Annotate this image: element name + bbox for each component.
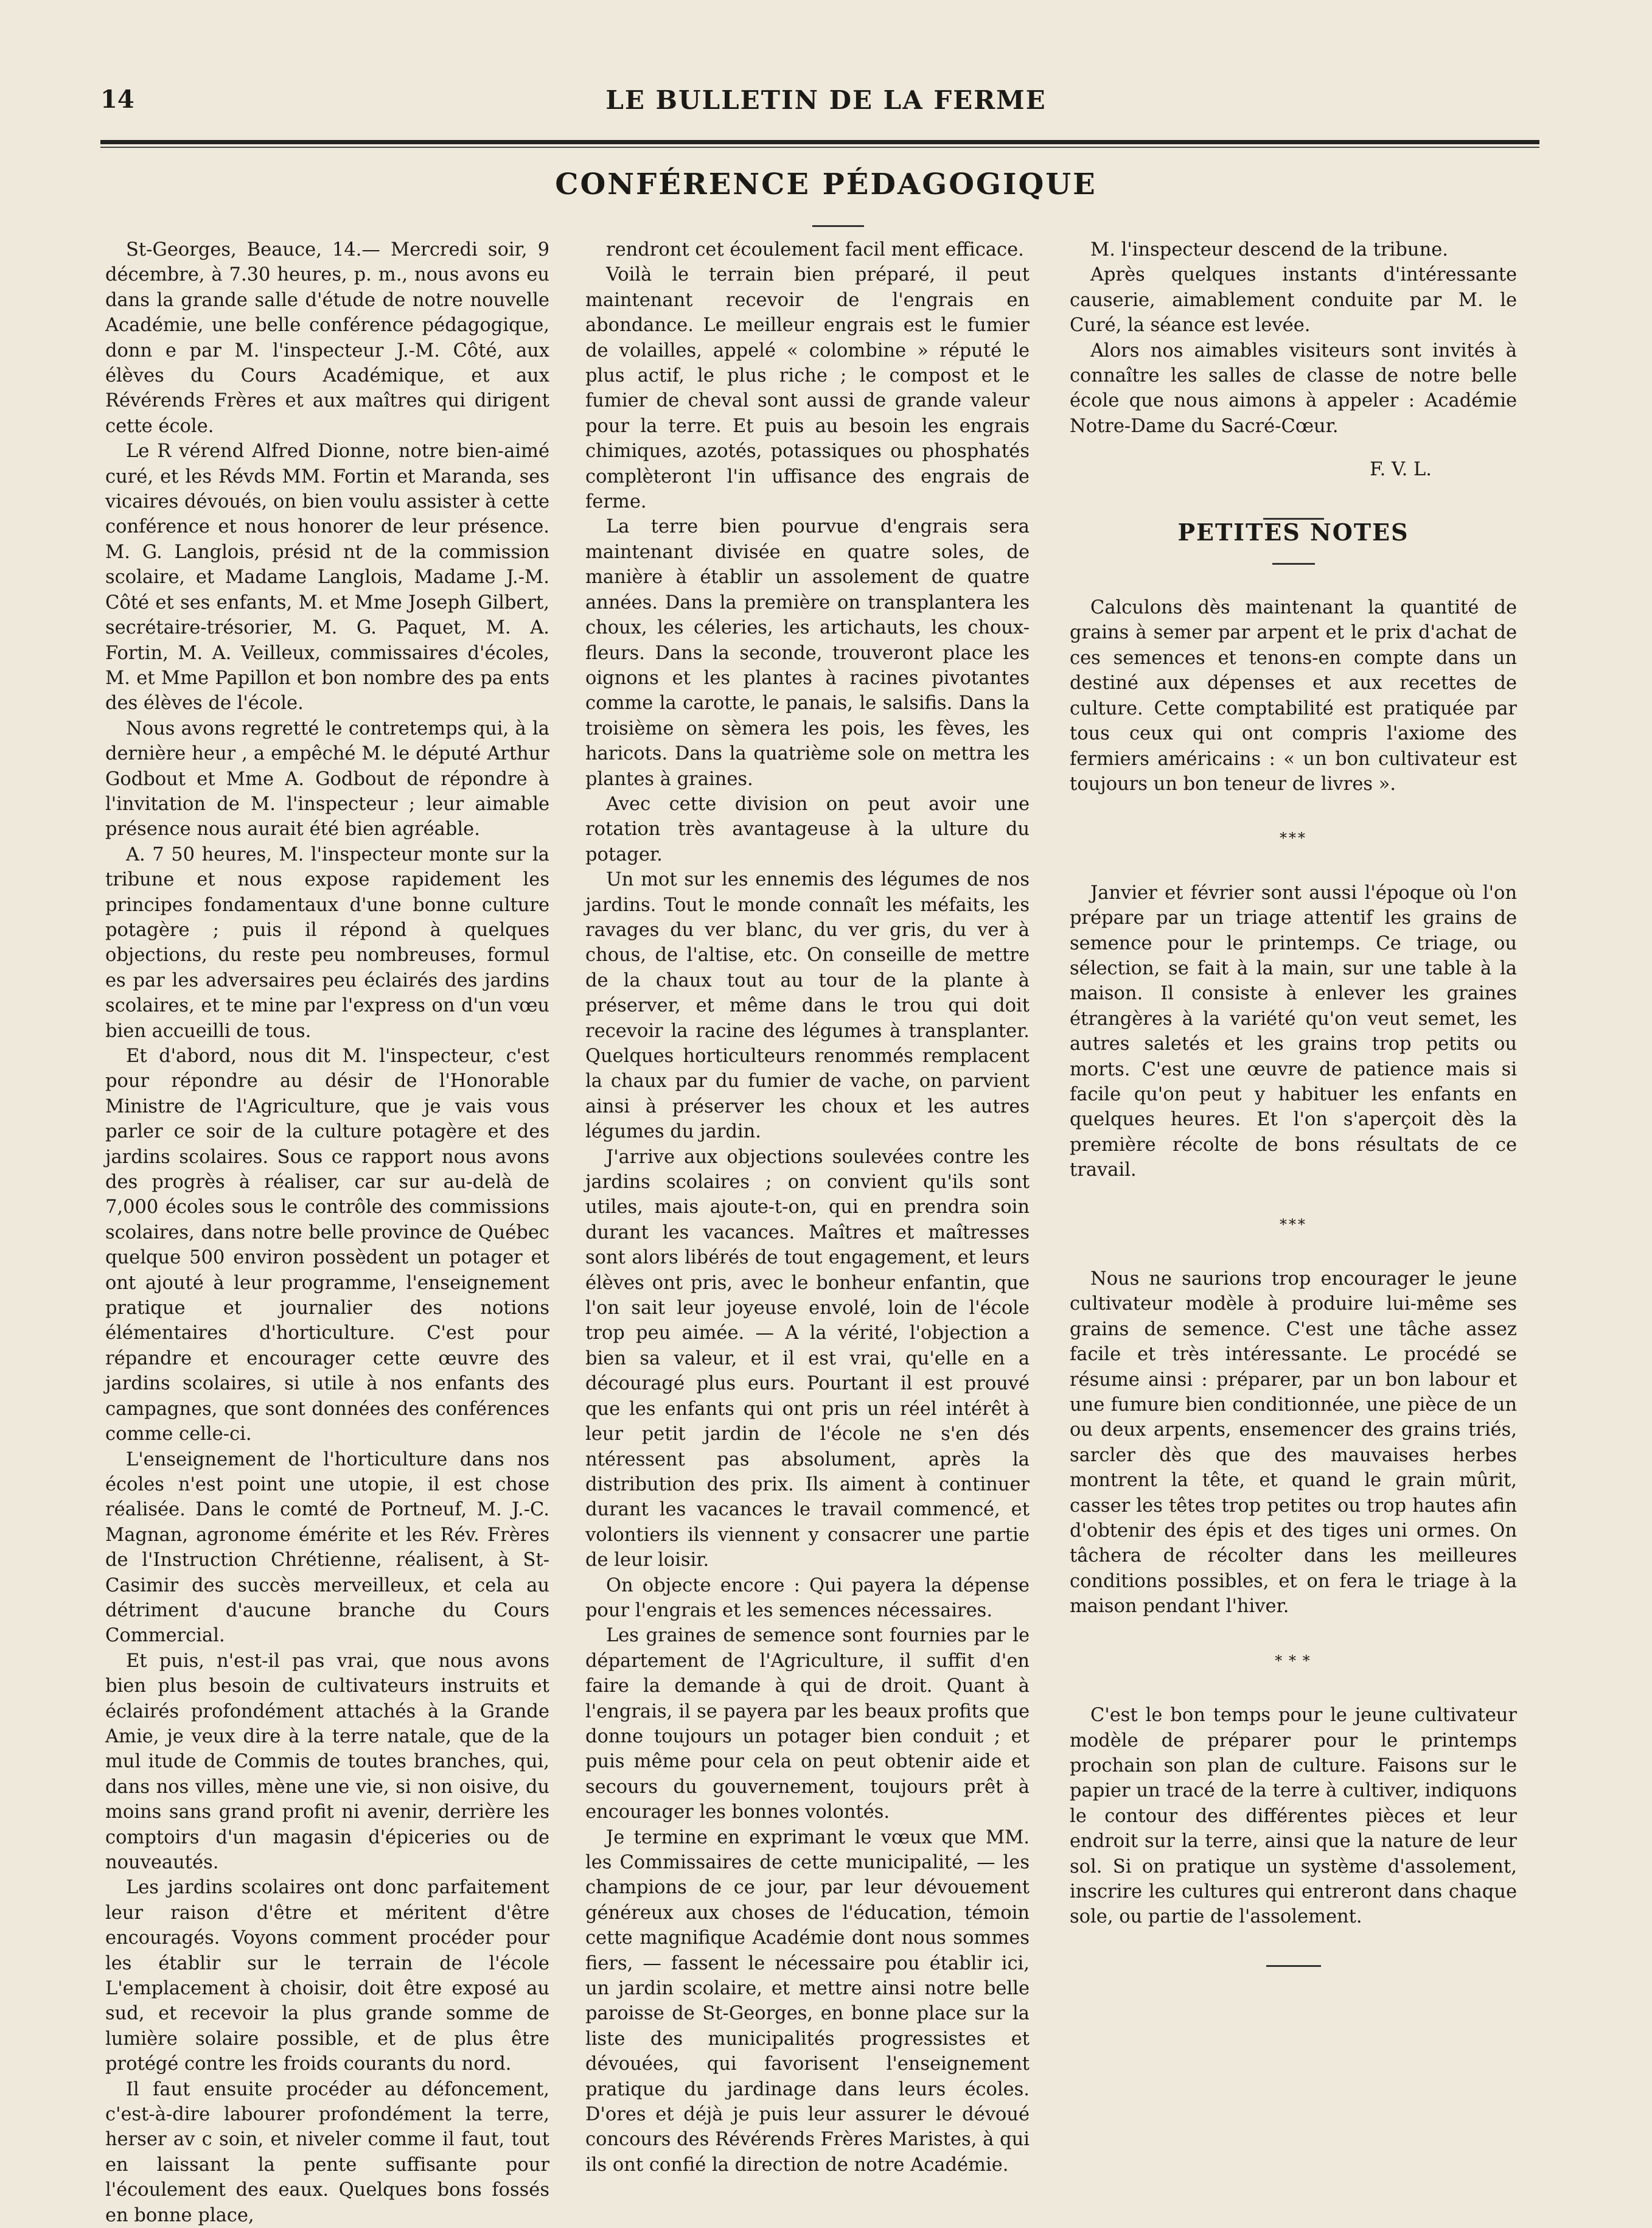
paragraph: Après quelques instants d'intéressante causerie, aimablement conduite par M. le Curé, la séance est levée. (1070, 264, 1517, 337)
paragraph: M. l'inspecteur descend de la tribune. (1090, 239, 1448, 260)
paragraph: Je termine en exprimant le vœux que MM. les Commissaires de cette municipalité, — les champions de ce jour, par leur dévouement généreux aux choses de l'éducation, témoin cette magnifique Académie dont nous sommes fiers, — fassent le nécessaire pou établir ici, un jardin scolaire, et mettre ainsi notre belle paroisse de St-Georges, en bonne place sur la liste des municipalités progressistes et dévouées, qui favorisent l'enseignement pratique du jardinage dans leurs écoles. D'ores et déjà je puis leur assurer le dévoué concours des Révérends Frères Maristes, à qui ils ont confié la direction de notre Académie. (585, 1826, 1030, 2176)
running-title: LE BULLETIN DE LA FERME (605, 85, 1047, 115)
note-paragraph: C'est le bon temps pour le jeune cultivateur modèle de préparer pour le printemps prochain son plan de culture. Faisons sur le papier un tracé de la terre à cultiver, indiquons le contour des différentes pièces et leur endroit sur la terre, ainsi que la nature de leur sol. Si on pratique un système d'assolement, inscrire les cultures qui entreront dans chaque sole, ou partie de l'assolement. (1070, 1705, 1517, 1928)
page-number: 14 (100, 85, 134, 114)
paragraph: Un mot sur les ennemis des légumes de nos jardins. Tout le monde connaît les méfaits, les ravages du ver blanc, du ver gris, du ver à chous, de l'altise, etc. On conseille de mettre de la chaux tout au tour de la plante à préserver, et même dans le trou qui doit recevoir la racine des légumes à transplanter. Quelques horticulteurs renommés remplacent la chaux par du fumier de vache, on parvient ainsi à préserver les choux et les autres légumes du jardin. (585, 869, 1030, 1143)
end-rule (1266, 1965, 1321, 1967)
note-paragraph: Calculons dès maintenant la quantité de grains à semer par arpent et le prix d'achat de ces semences et tenons-en compte dans un destiné aux dépenses et aux recettes de culture. Cette comptabilité est pratiquée par tous ceux qui ont compris l'axiome des fermiers américains : « un bon cultivateur est toujours un bon teneur de livres ». (1070, 597, 1517, 795)
separator-stars: *** (1280, 1215, 1307, 1233)
paragraph: Et puis, n'est-il pas vrai, que nous avons bien plus besoin de cultivateurs instruits et éclairés profondément attachés à la Grande Amie, je veux dire à la terre natale, que de la mul itude de Commis de toutes branches, qui, dans nos villes, mène une vie, si non oisive, du moins sans grand profit ni avenir, derrière les comptoirs d'un magasin d'épiceries ou de nouveautés. (105, 1650, 549, 1873)
separator-stars: * * * (1275, 1652, 1312, 1669)
header-rule (100, 140, 1539, 148)
paragraph: Nous avons regretté le contretemps qui, à la dernière heur , a empêché M. le député Arthur Godbout et Mme A. Godbout de répondre à l'invitation de M. l'inspecteur ; leur aimable présence nous aurait été bien agréable. (105, 718, 549, 840)
separator-stars: *** (1280, 829, 1307, 847)
paragraph: L'enseignement de l'horticulture dans nos écoles n'est point une utopie, il est chose réalisée. Dans le comté de Portneuf, M. J.-C. Magnan, agronome émérite et les Rév. Frères de l'Instruction Chrétienne, réalisent, à St-Casimir des succès merveilleux, et cela au détriment d'aucune branche du Cours Commercial. (105, 1448, 549, 1647)
title-rule (812, 225, 864, 227)
paragraph: A. 7 50 heures, M. l'inspecteur monte sur la tribune et nous expose rapidement les principes fondamentaux d'une bonne culture potagère ; puis il répond à quelques objections, du reste peu nombreuses, formul es par les adversaires peu éclairés des jardins scolaires, et te mine par l'express on d'un vœu bien accueilli de tous. (105, 843, 549, 1042)
paragraph: Avec cette division on peut avoir une rotation très avantageuse à la ulture du potager. (585, 793, 1030, 865)
article-title: CONFÉRENCE PÉDAGOGIQUE (555, 167, 1097, 201)
paragraph: J'arrive aux objections soulevées contre les jardins scolaires ; on convient qu'ils sont utiles, mais ajoute-t-on, qui en prendra soin durant les vacances. Maîtres et maîtresses sont alors libérés de tout engagement, et leurs élèves ont pris, avec le bonheur enfantin, que l'on sait leur joyeuse envolé, loin de l'école trop peu aimée. — A la vérité, l'objection a bien sa valeur, et il est vrai, qu'elle en a découragé plus eurs. Pourtant il est prouvé que les enfants qui ont pris un réel intérêt à leur petit jardin de l'école ne s'en dés ntéressent pas absolument, après la distribution des prix. Ils aiment à continuer durant les vacances le travail commencé, et volontiers ils viennent y consacrer une partie de leur loisir. (585, 1146, 1030, 1571)
paragraph: Les graines de semence sont fournies par le département de l'Agriculture, il suffit d'en faire la demande à qui de droit. Quant à l'engrais, il se payera par les beaux profits que donne toujours un potager bien conduit ; et puis même pour cela on peut obtenir aide et secours du gouvernement, toujours prêt à encourager les bonnes volontés. (585, 1625, 1030, 1823)
paragraph: St-Georges, Beauce, 14.— Mercredi soir, 9 décembre, à 7.30 heures, p. m., nous avons eu dans la grande salle d'étude de notre nouvelle Académie, une belle conférence pédagogique, donn e par M. l'inspecteur J.-M. Côté, aux élèves du Cours Académique, et aux Révérends Frères et aux maîtres qui dirigent cette école. (105, 239, 549, 437)
column-1 (105, 237, 549, 2228)
paragraph: Alors nos aimables visiteurs sont invités à connaître les salles de classe de notre belle école que nous aimons à appeler : Académie Notre-Dame du Sacré-Cœur. (1070, 340, 1517, 437)
note-paragraph: Nous ne saurions trop encourager le jeune cultivateur modèle à produire lui-même ses grains de semence. C'est une tâche assez facile et très intéressante. Le procédé se résume ainsi : préparer, par un bon labour et une fumure bien conditionnée, une pièce de un ou deux arpents, ensemencer des grains triés, sarcler dès que des mauvaises herbes montrent la tête, et quand le grain mûrit, casser les têtes trop petites ou trop hautes afin d'obtenir des épis et des tiges uni ormes. On tâchera de récolter dans les meilleures conditions possibles, et on fera le triage à la maison pendant l'hiver. (1070, 1268, 1517, 1618)
paragraph: Il faut ensuite procéder au défoncement, c'est-à-dire labourer profondément la terre, herser av c soin, et niveler comme il faut, tout en laissant la pente suffisante pour l'écoulement des eaux. Quelques bons fossés en bonne place, (105, 2078, 549, 2226)
signature: F. V. L. (1370, 459, 1432, 481)
note-paragraph: Janvier et février sont aussi l'époque où l'on prépare par un triage attentif les grains de semence pour le printemps. Ce triage, ou sélection, se fait à la main, sur une table à la maison. Il consiste à enlever les graines étrangères à la variété qu'on veut semet, les autres saletés et les grains trop petits ou morts. C'est une œuvre de patience mais si facile qu'on peut y habituer les enfants en quelques heures. Et l'on s'aperçoit dès la première récolte de bons résultats de ce travail. (1070, 882, 1517, 1181)
paragraph: Voilà le terrain bien préparé, il peut maintenant recevoir de l'engrais en abondance. Le meilleur engrais est le fumier de volailles, appelé « colombine » réputé le plus actif, le plus riche ; le compost et le fumier de cheval sont aussi de grande valeur pour la terre. Et puis au besoin les engrais chimiques, azotés, potassiques ou phosphatés complèteront l'in uffisance des engrais de ferme. (585, 264, 1030, 513)
paragraph: rendront cet écoulement facil ment efficace. (606, 239, 1024, 260)
column-2 (585, 237, 1030, 2177)
paragraph: Et d'abord, nous dit M. l'inspecteur, c'est pour répondre au désir de l'Honorable Ministre de l'Agriculture, que je vais vous parler ce soir de la culture potagère et des jardins scolaires. Sous ce rapport nous avons des progrès à réaliser, car sur au-delà de 7,000 écoles sous le contrôle des commissions scolaires, dans notre belle province de Québec quelque 500 environ possèdent un potager et ont ajouté à leur programme, l'enseignement pratique et journalier des notions élémentaires d'horticulture. C'est pour répandre et encourager cette œuvre des jardins scolaires, si utile à nos enfants des campagnes, que sont données des conférences comme celle-ci. (105, 1046, 549, 1445)
paragraph: Le R vérend Alfred Dionne, notre bien-aimé curé, et les Révds MM. Fortin et Maranda, ses vicaires dévoués, on bien voulu assister à cette conférence et nous honorer de leur présence. M. G. Langlois, présid nt de la commission scolaire, et Madame Langlois, Madame J.-M. Côté et ses enfants, M. et Mme Joseph Gilbert, secrétaire-trésorier, M. G. Paquet, M. A. Fortin, M. A. Veilleux, commissaires d'écoles, M. et Mme Papillon et bon nombre des pa ents des élèves de l'école. (105, 441, 549, 714)
paragraph: Les jardins scolaires ont donc parfaitement leur raison d'être et méritent d'être encouragés. Voyons comment procéder pour les établir sur le terrain de l'école L'emplacement à choisir, doit être exposé au sud, et recevoir la plus grande somme de lumière solaire possible, et de plus être protégé contre les froids courants du nord. (105, 1877, 549, 2075)
paragraph: La terre bien pourvue d'engrais sera maintenant divisée en quatre soles, de manière à établir un assolement de quatre années. Dans la première on transplantera les choux, les céleries, les artichauts, les choux-fleurs. Dans la seconde, trouveront place les oignons et les plantes à racines pivotantes comme la carotte, le panais, le salsifis. Dans la troisième on sèmera les pois, les fèves, les haricots. Dans la quatrième sole on mettra les plantes à graines. (585, 516, 1030, 790)
paragraph: On objecte encore : Qui payera la dépense pour l'engrais et les semences nécessaires. (585, 1574, 1030, 1621)
column-3 (1070, 237, 1517, 1967)
notes-heading: PETITES NOTES (1177, 518, 1409, 546)
